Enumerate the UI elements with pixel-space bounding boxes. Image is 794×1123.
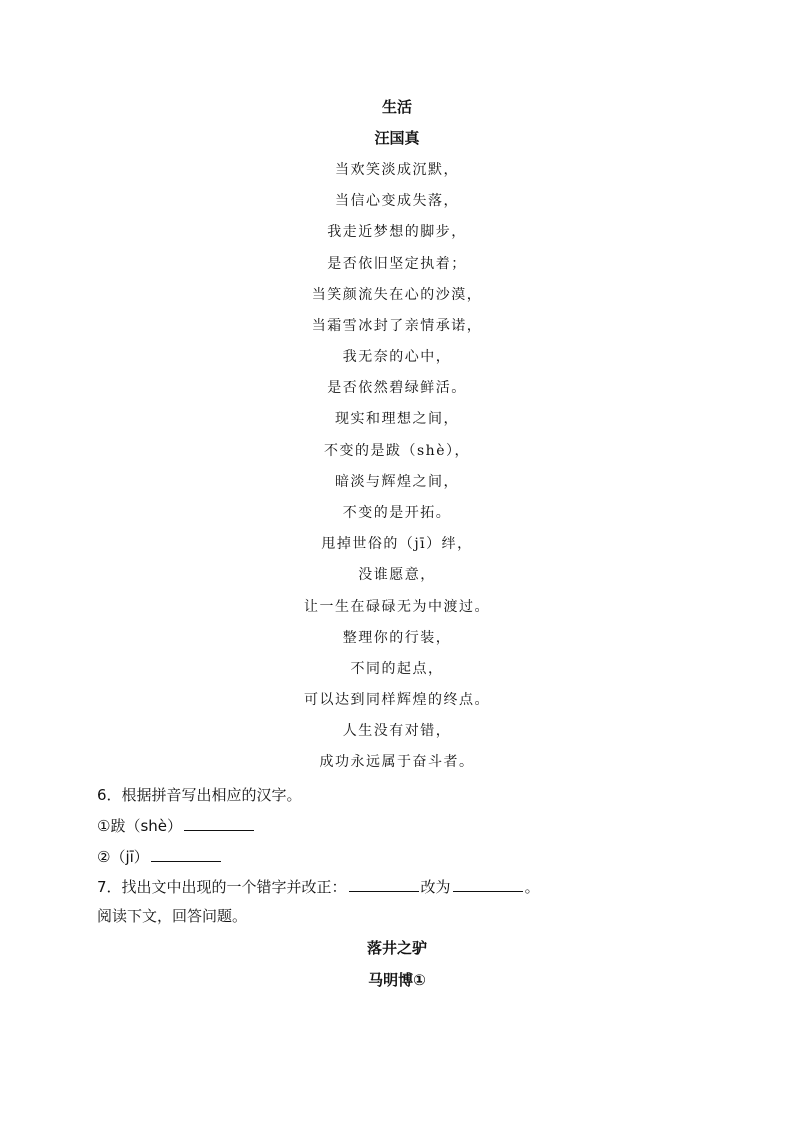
poem-line: 整理你的行装， <box>342 630 452 646</box>
question-6: 6．根据拼音写出相应的汉字。 <box>97 786 302 804</box>
reading-instruction: 阅读下文，回答问题。 <box>97 907 248 925</box>
question-6-item-2-label: ②（jī） <box>97 848 149 866</box>
question-6-item-2 <box>97 846 223 867</box>
answer-blank-6-2[interactable] <box>151 847 221 862</box>
poem-line: 暗淡与辉煌之间， <box>335 474 459 490</box>
poem-line: 不变的是跋（shè）， <box>324 443 470 459</box>
question-6-item-1-label: ①跋（shè） <box>97 817 182 835</box>
answer-blank-7-correct[interactable] <box>453 877 523 892</box>
poem-line: 人生没有对错， <box>342 723 452 739</box>
poem-line: 可以达到同样辉煌的终点。 <box>304 692 490 708</box>
question-7 <box>97 876 540 897</box>
poem-line: 不变的是开拓。 <box>342 505 452 521</box>
question-7-prompt: 7．找出文中出现的一个错字并改正： <box>97 878 347 896</box>
passage-title: 落井之驴 <box>366 939 427 957</box>
poem-title: 生活 <box>381 98 412 116</box>
poem-line: 我走近梦想的脚步， <box>327 224 467 240</box>
poem-line: 当笑颜流失在心的沙漠， <box>311 287 483 303</box>
poem-line: 是否依然碧绿鲜活。 <box>327 380 467 396</box>
question-7-end: 。 <box>524 878 540 896</box>
poem-line: 让一生在碌碌无为中渡过。 <box>304 599 490 615</box>
poem-line: 当霜雪冰封了亲情承诺， <box>311 318 483 334</box>
question-7-connector: 改为 <box>420 878 451 896</box>
answer-blank-6-1[interactable] <box>184 816 254 831</box>
poem-line: 当信心变成失落， <box>335 193 459 209</box>
answer-blank-7-wrong[interactable] <box>349 877 419 892</box>
poem-line: 现实和理想之间， <box>335 411 459 427</box>
poem-author: 汪国真 <box>374 129 420 147</box>
poem-line: 成功永远属于奋斗者。 <box>319 754 475 770</box>
poem-line: 没谁愿意， <box>358 567 436 583</box>
passage-author: 马明博① <box>368 971 426 989</box>
poem-line: 甩掉世俗的（jī）绊， <box>321 536 473 552</box>
poem-line: 当欢笑淡成沉默， <box>335 162 459 178</box>
poem-line: 不同的起点， <box>350 661 444 677</box>
question-6-item-1 <box>97 815 256 836</box>
poem-line: 是否依旧坚定执着； <box>327 256 467 272</box>
poem-line: 我无奈的心中， <box>342 349 452 365</box>
